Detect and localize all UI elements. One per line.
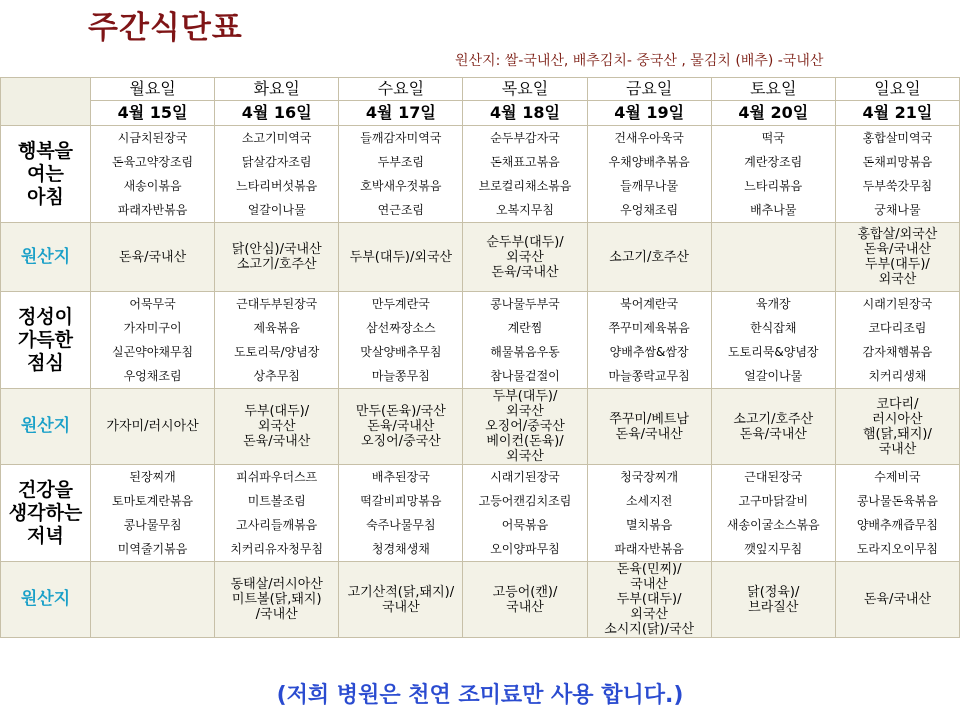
origin-row: [1, 223, 960, 292]
origin-item: 가자미/러시아산: [106, 419, 199, 434]
menu-item: 양배추쌈&쌈장: [609, 345, 689, 359]
menu-item: 새송이볶음: [123, 179, 182, 193]
menu-item: 배추나물: [750, 203, 797, 217]
origin-item: 돈육/국내산: [367, 419, 435, 434]
menu-item: 도라지오이무침: [856, 542, 938, 556]
origin-item: 외국산: [506, 449, 544, 464]
origin-item: 돈육/국내산: [615, 426, 683, 442]
menu-cell: [215, 126, 339, 223]
origin-item: 돈육/국내산: [863, 592, 931, 607]
origin-item: 코다리/: [876, 396, 919, 412]
origin-item: 돈육/국내산: [739, 426, 807, 442]
menu-cell: [835, 126, 959, 223]
day-header: 월요일: [91, 78, 215, 101]
row-label-line: 원산지: [20, 246, 71, 267]
menu-item: 쭈꾸미제육볶음: [608, 321, 690, 335]
origin-cell: [91, 562, 215, 638]
menu-item: 피쉬파우더스프: [236, 470, 318, 484]
menu-item: 콩나물무침: [123, 518, 182, 532]
origin-label: [1, 562, 91, 638]
menu-item: 배추된장국: [371, 470, 430, 484]
menu-item: 오이양파무침: [490, 542, 560, 556]
origin-row: [1, 389, 960, 465]
meal-row: [1, 126, 960, 223]
menu-item: 들깨무나물: [620, 179, 679, 193]
menu-cell: [91, 126, 215, 223]
origin-item: 순두부(대두)/: [486, 234, 564, 250]
page-title: 주간식단표: [88, 10, 243, 46]
menu-item: 시래기된장국: [862, 297, 933, 311]
origin-item: 오징어/중국산: [360, 434, 441, 449]
origin-item: 쭈꾸미/베트남: [609, 411, 689, 427]
day-header: 목요일: [463, 78, 587, 101]
date-header: 4월 19일: [587, 101, 711, 126]
origin-cell: [835, 562, 959, 638]
menu-item: 만두계란국: [371, 297, 430, 311]
menu-item: 코다리조림: [868, 321, 927, 335]
menu-cell: [587, 465, 711, 562]
menu-cell: [463, 465, 587, 562]
menu-item: 돈육고약장조림: [111, 155, 194, 169]
menu-item: 가자미구이: [123, 321, 182, 335]
menu-item: 소세지전: [625, 494, 673, 508]
menu-item: 호박새우젓볶음: [360, 179, 442, 193]
row-label-line: 여는: [27, 162, 64, 185]
origin-item: 햄(닭,돼지)/: [862, 426, 932, 442]
menu-item: 마늘쫑락교무침: [608, 369, 690, 383]
origin-item: 고기산적(닭,돼지)/: [347, 584, 455, 600]
menu-item: 어묵무국: [129, 297, 176, 311]
menu-item: 닭살감자조림: [241, 155, 312, 169]
menu-cell: [215, 465, 339, 562]
origin-label: [1, 389, 91, 465]
origin-cell: [711, 223, 835, 292]
origin-item: 홍합살/외국산: [857, 227, 938, 242]
row-label-line: 원산지: [20, 416, 71, 436]
origin-item: 돈육/국내산: [491, 264, 559, 280]
menu-item: 소고기미역국: [241, 131, 312, 145]
menu-item: 느타리볶음: [744, 179, 803, 193]
origin-item: 두부(대두)/외국산: [349, 249, 453, 265]
menu-item: 우엉채조림: [123, 369, 182, 383]
origin-cell: [339, 223, 463, 292]
menu-item: 치커리생채: [868, 369, 927, 383]
origin-item: 국내산: [382, 599, 420, 615]
origin-item: 동태살/러시아산: [230, 577, 323, 592]
menu-cell: [711, 292, 835, 389]
origin-item: 소고기/호주산: [609, 249, 689, 265]
menu-item: 떡국: [761, 131, 785, 145]
origin-cell: [91, 223, 215, 292]
row-label-line: 정성이: [17, 305, 74, 328]
origin-item: 고등어(캔)/: [492, 584, 558, 600]
origin-label: [1, 223, 91, 292]
day-header: 금요일: [587, 78, 711, 101]
day-header-row: [1, 78, 960, 101]
menu-item: 상추무침: [253, 369, 300, 383]
weekly-menu-table: [0, 77, 960, 638]
origin-item: 브라질산: [748, 599, 799, 615]
menu-cell: [587, 126, 711, 223]
menu-item: 제육볶음: [253, 321, 300, 335]
menu-item: 얼갈이나물: [744, 369, 803, 383]
origin-cell: [711, 562, 835, 638]
menu-cell: [711, 465, 835, 562]
origin-item: 베이컨(돈육)/: [486, 434, 564, 449]
menu-item: 파래자반볶음: [117, 203, 188, 217]
menu-item: 우채양배추볶음: [608, 155, 690, 169]
menu-cell: [587, 292, 711, 389]
origin-item: 두부(대두)/: [492, 389, 558, 404]
origin-cell: [587, 223, 711, 292]
menu-item: 고사리들깨볶음: [236, 518, 318, 532]
origin-item: /국내산: [255, 607, 298, 622]
menu-cell: [91, 465, 215, 562]
menu-cell: [463, 292, 587, 389]
menu-item: 두부조림: [377, 155, 425, 169]
origin-item: 미트볼(닭,돼지): [231, 592, 322, 607]
menu-cell: [463, 126, 587, 223]
date-header: 4월 20일: [711, 101, 835, 126]
origin-cell: [463, 562, 587, 638]
meal-label: [1, 126, 91, 223]
menu-item: 브로컬리채소볶음: [478, 179, 572, 193]
origin-item: 돈육/국내산: [863, 242, 931, 257]
origin-item: 러시아산: [872, 411, 923, 427]
origin-item: 돈육(민찌)/: [616, 562, 682, 577]
menu-item: 어묵볶음: [501, 518, 549, 532]
origin-cell: [587, 389, 711, 465]
origin-item: 두부(대두)/: [865, 257, 930, 272]
menu-item: 우엉채조림: [620, 203, 679, 217]
footer-note: (저희 병원은 천연 조미료만 사용 합니다.): [276, 683, 684, 708]
menu-item: 오복지무침: [496, 203, 554, 217]
menu-item: 홍합살미역국: [862, 131, 933, 145]
menu-item: 삼선짜장소스: [366, 321, 436, 335]
menu-item: 도토리묵/양념장: [234, 345, 320, 359]
menu-item: 떡갈비피망볶음: [360, 494, 442, 508]
origin-cell: [463, 389, 587, 465]
origin-item: 두부(대두)/: [616, 592, 682, 607]
origin-item: 국내산: [506, 599, 544, 615]
origin-item: 닭(정육)/: [747, 584, 800, 600]
origin-cell: [711, 389, 835, 465]
menu-item: 근대두부된장국: [236, 297, 318, 311]
origin-item: 외국산: [630, 607, 668, 622]
origin-item: 외국산: [878, 272, 917, 287]
row-label-line: 아침: [27, 185, 64, 208]
menu-item: 시래기된장국: [490, 470, 560, 484]
origin-row: [1, 562, 960, 638]
menu-item: 계란장조림: [744, 155, 803, 169]
menu-item: 시금치된장국: [117, 131, 188, 145]
menu-item: 파래자반볶음: [614, 542, 684, 556]
origin-cell: [587, 562, 711, 638]
menu-item: 새송이굴소스볶음: [726, 518, 820, 532]
menu-cell: [339, 292, 463, 389]
origin-note: 원산지: 쌀-국내산, 배추김치- 중국산 , 물김치 (배추) -국내산: [455, 53, 824, 69]
origin-item: 국내산: [630, 577, 668, 592]
origin-item: 소시지(닭)/국산: [604, 622, 695, 637]
menu-item: 얼갈이나물: [247, 203, 306, 217]
menu-item: 수제비국: [874, 470, 921, 484]
day-header: 수요일: [339, 78, 463, 101]
origin-item: 국내산: [878, 441, 917, 457]
menu-item: 들깨감자미역국: [360, 131, 442, 145]
origin-cell: [339, 562, 463, 638]
menu-item: 미트볼조림: [247, 494, 306, 508]
day-header: 일요일: [835, 78, 959, 101]
menu-item: 깻잎지무침: [744, 542, 803, 556]
row-label-line: 점심: [27, 351, 64, 374]
menu-item: 근대된장국: [744, 470, 803, 484]
menu-item: 멸치볶음: [625, 518, 673, 532]
meal-row: [1, 292, 960, 389]
date-header: 4월 18일: [463, 101, 587, 126]
menu-item: 감자채햄볶음: [862, 345, 933, 359]
menu-cell: [339, 465, 463, 562]
origin-cell: [215, 562, 339, 638]
row-label-line: 저녁: [27, 524, 64, 547]
row-label-line: 건강을: [17, 478, 74, 501]
origin-item: 외국산: [506, 249, 544, 265]
meal-label: [1, 465, 91, 562]
menu-item: 양배추깨즙무침: [856, 518, 938, 532]
header-corner-cell: [1, 78, 91, 126]
origin-item: 외국산: [257, 419, 296, 434]
menu-item: 육개장: [755, 297, 791, 311]
origin-cell: [835, 389, 959, 465]
origin-item: 돈육/국내산: [118, 249, 187, 265]
menu-item: 마늘쫑무침: [371, 369, 430, 383]
menu-item: 치커리유자청무침: [230, 542, 324, 556]
menu-item: 숙주나물무침: [366, 518, 436, 532]
menu-cell: [711, 126, 835, 223]
menu-item: 북어계란국: [620, 297, 679, 311]
menu-item: 미역줄기볶음: [117, 542, 188, 556]
menu-item: 순두부감자국: [490, 131, 560, 145]
menu-item: 된장찌개: [129, 470, 176, 484]
row-label-line: 행복을: [17, 139, 74, 162]
origin-item: 소고기/호주산: [236, 257, 317, 272]
date-header: 4월 15일: [91, 101, 215, 126]
origin-item: 두부(대두)/: [244, 404, 310, 419]
origin-item: 외국산: [506, 404, 544, 419]
day-header: 화요일: [215, 78, 339, 101]
meal-row: [1, 465, 960, 562]
menu-item: 느타리버섯볶음: [236, 179, 318, 193]
menu-item: 계란찜: [507, 321, 543, 335]
menu-item: 토마토계란볶음: [111, 494, 194, 508]
origin-cell: [835, 223, 959, 292]
menu-item: 건새우아욱국: [614, 131, 684, 145]
menu-item: 궁채나물: [874, 203, 921, 217]
menu-item: 콩나물두부국: [490, 297, 560, 311]
menu-item: 청경채생채: [371, 542, 430, 556]
menu-cell: [215, 292, 339, 389]
origin-cell: [339, 389, 463, 465]
menu-cell: [835, 292, 959, 389]
origin-item: 소고기/호주산: [733, 411, 814, 427]
menu-cell: [835, 465, 959, 562]
origin-cell: [215, 223, 339, 292]
menu-item: 돈채표고볶음: [490, 155, 560, 169]
menu-item: 참나물겉절이: [490, 369, 560, 383]
origin-cell: [463, 223, 587, 292]
date-header: 4월 16일: [215, 101, 339, 126]
origin-item: 닭(안심)/국내산: [231, 242, 322, 257]
day-header: 토요일: [711, 78, 835, 101]
meal-label: [1, 292, 91, 389]
menu-item: 한식잡채: [750, 321, 797, 335]
menu-item: 돈채피망볶음: [862, 155, 933, 169]
menu-item: 콩나물돈육볶음: [856, 494, 938, 508]
menu-item: 두부쑥갓무침: [862, 179, 933, 193]
row-label-line: 생각하는: [8, 501, 83, 524]
origin-cell: [91, 389, 215, 465]
origin-item: 만두(돈육)/국산: [355, 404, 446, 419]
row-label-line: 가득한: [17, 328, 74, 351]
date-header: 4월 21일: [835, 101, 959, 126]
origin-item: 오징어/중국산: [485, 419, 565, 434]
menu-item: 청국장찌개: [620, 470, 679, 484]
menu-item: 고구마닭갈비: [738, 494, 809, 508]
menu-item: 실곤약야채무침: [111, 345, 194, 359]
origin-item: 돈육/국내산: [243, 434, 311, 449]
date-header: 4월 17일: [339, 101, 463, 126]
menu-cell: [339, 126, 463, 223]
origin-cell: [215, 389, 339, 465]
menu-item: 연근조림: [377, 203, 425, 217]
date-header-row: [1, 101, 960, 126]
row-label-line: 원산지: [20, 589, 71, 609]
menu-item: 도토리묵&양념장: [728, 345, 819, 359]
menu-item: 맛살양배추무침: [360, 345, 442, 359]
menu-item: 고등어캔김치조림: [478, 494, 572, 508]
menu-cell: [91, 292, 215, 389]
menu-item: 해물볶음우동: [490, 345, 560, 359]
